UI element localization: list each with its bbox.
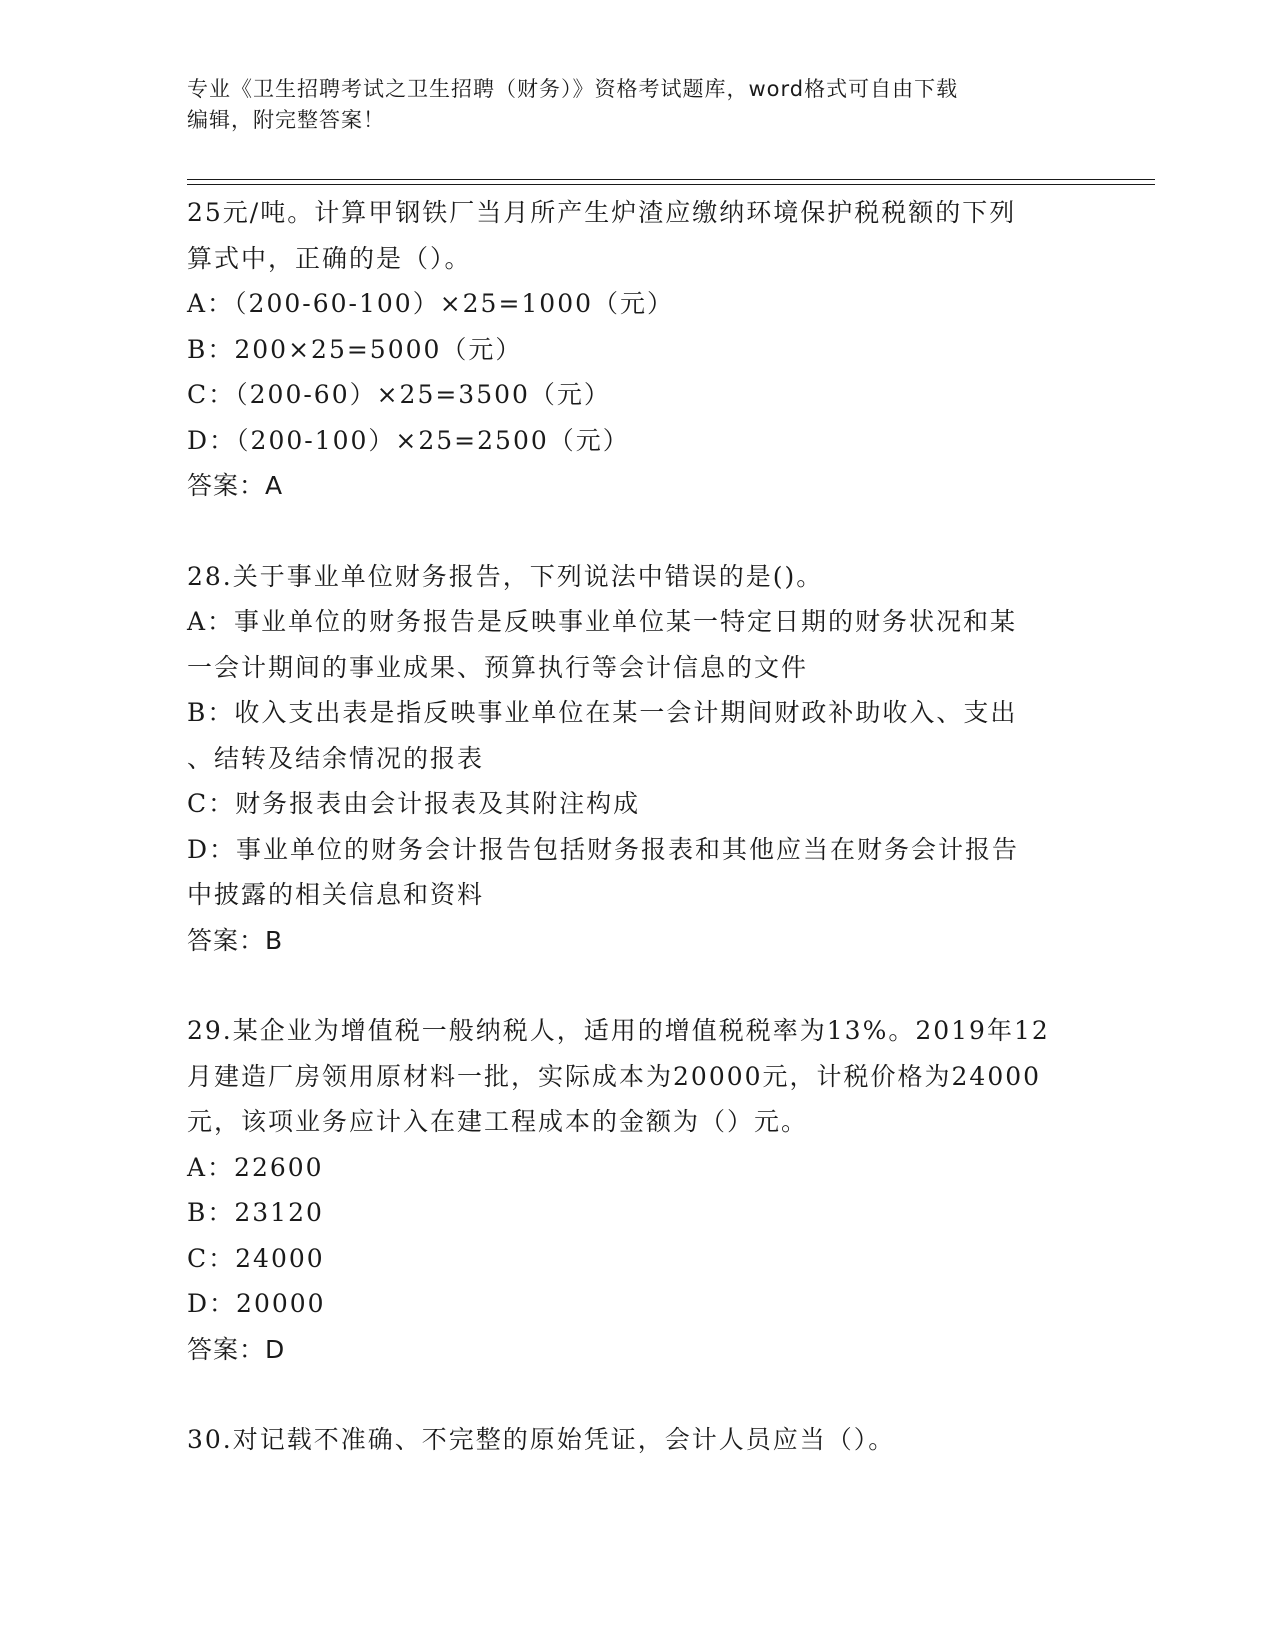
option-a: A：（200-60-100）×25=1000（元） [187, 289, 675, 318]
question-spacer [187, 1372, 1087, 1417]
question-stem-line: 29.某企业为增值税一般纳税人，适用的增值税税率为13%。2019年12 [187, 1016, 1050, 1045]
option-d: D：20000 [187, 1289, 326, 1318]
option-a: A：22600 [187, 1152, 324, 1182]
option-c: C：财务报表由会计报表及其附注构成 [187, 789, 641, 818]
question-stem-line: 算式中，正确的是（）。 [187, 243, 472, 273]
option-b: B：23120 [187, 1198, 324, 1227]
document-header [187, 74, 1087, 136]
question-27 [187, 190, 1087, 509]
header-line-2: 编辑，附完整答案！ [187, 108, 385, 132]
option-d: D：（200-100）×25=2500（元） [187, 425, 630, 455]
option-d: D：事业单位的财务会计报告包括财务报表和其他应当在财务会计报告 [187, 834, 1020, 864]
header-line-1: 专业《卫生招聘考试之卫生招聘（财务）》资格考试题库，word格式可自由下载 [187, 77, 959, 101]
question-stem-line: 30.对记载不准确、不完整的原始凭证，会计人员应当（）。 [187, 1425, 896, 1454]
answer-label: 答案：B [187, 925, 284, 955]
header-rule-bottom [187, 184, 1155, 185]
question-spacer [187, 509, 1087, 554]
option-a-continued: 一会计期间的事业成果、预算执行等会计信息的文件 [187, 652, 809, 682]
option-d-continued: 中披露的相关信息和资料 [187, 880, 485, 909]
question-stem-line: 月建造厂房领用原材料一批，实际成本为20000元，计税价格为24000 [187, 1061, 1042, 1091]
question-spacer [187, 963, 1087, 1008]
question-content [187, 190, 1087, 1463]
header-rule-top [187, 179, 1155, 180]
question-stem-line: 元，该项业务应计入在建工程成本的金额为（）元。 [187, 1107, 809, 1136]
option-c: C：（200-60）×25=3500（元） [187, 380, 611, 409]
option-a: A：事业单位的财务报告是反映事业单位某一特定日期的财务状况和某 [187, 607, 1018, 636]
option-b: B：收入支出表是指反映事业单位在某一会计期间财政补助收入、支出 [187, 698, 1018, 727]
question-29 [187, 1008, 1087, 1372]
question-30 [187, 1417, 1087, 1463]
answer-label: 答案：A [187, 471, 284, 500]
option-b-continued: 、结转及结余情况的报表 [187, 743, 485, 773]
option-c: C：24000 [187, 1243, 325, 1273]
question-stem-line: 25元/吨。计算甲钢铁厂当月所产生炉渣应缴纳环境保护税税额的下列 [187, 198, 1017, 227]
question-28 [187, 554, 1087, 964]
question-stem-line: 28.关于事业单位财务报告，下列说法中错误的是()。 [187, 561, 824, 591]
option-b: B：200×25=5000（元） [187, 334, 523, 364]
answer-label: 答案：D [187, 1334, 286, 1364]
